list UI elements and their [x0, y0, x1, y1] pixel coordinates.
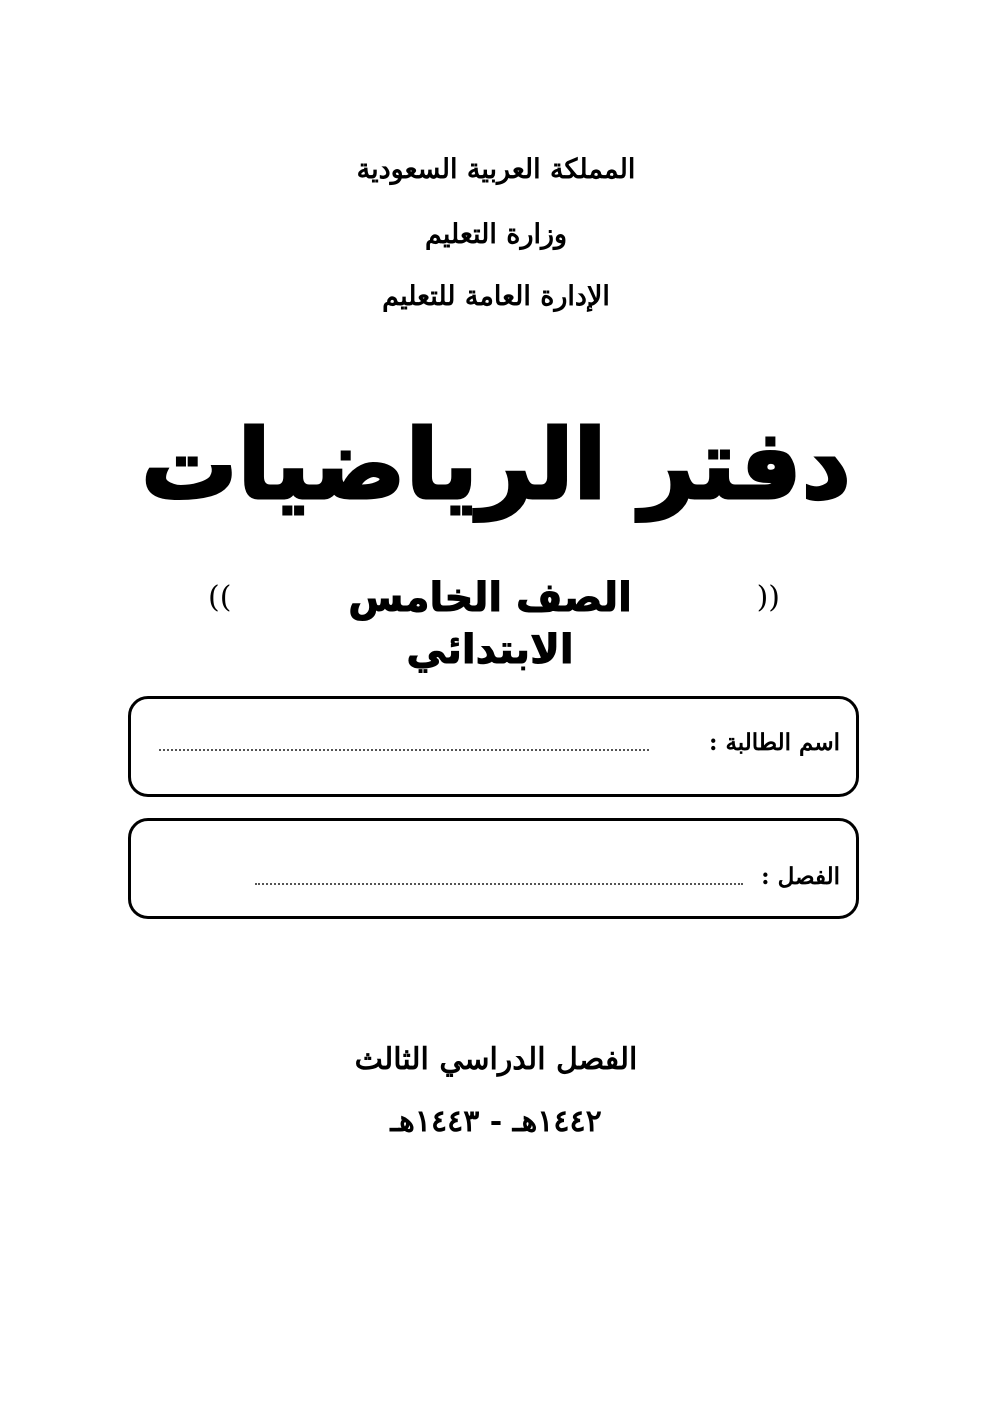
academic-years: ١٤٤٢هـ - ١٤٤٣هـ [390, 1104, 602, 1139]
grade-label: الصف الخامس الابتدائي [348, 575, 632, 673]
class-box [128, 818, 859, 919]
semester-label: الفصل الدراسي الثالث [354, 1042, 638, 1077]
country-name: المملكة العربية السعودية [356, 154, 636, 185]
class-label: الفصل : [761, 863, 840, 890]
grade-open-paren: (( [756, 580, 780, 615]
ministry-name: وزارة التعليم [424, 219, 568, 250]
student-name-field[interactable] [159, 749, 649, 751]
grade-row [200, 570, 790, 673]
administration-name: الإدارة العامة للتعليم [382, 281, 610, 312]
student-name-label: اسم الطالبة : [708, 729, 840, 756]
grade-close-paren: )) [208, 580, 232, 615]
class-field[interactable] [255, 883, 743, 885]
notebook-title: دفتر الرياضيات [141, 409, 851, 521]
student-name-box [128, 696, 859, 797]
